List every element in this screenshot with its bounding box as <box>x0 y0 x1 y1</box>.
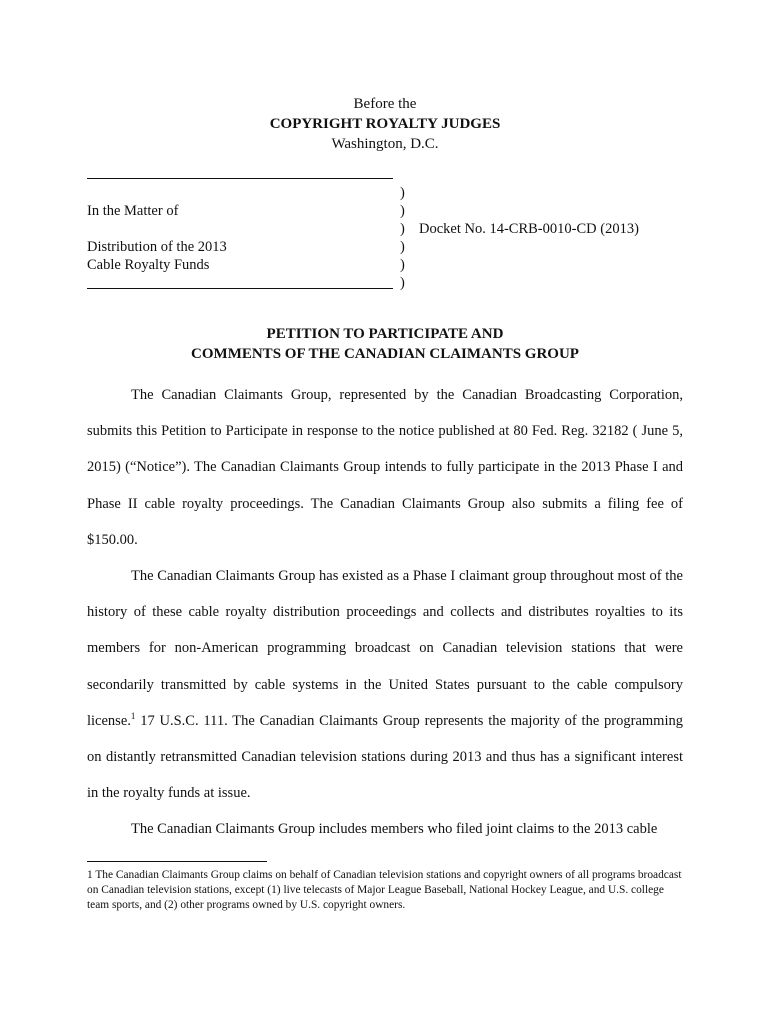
footnote-text: 1 The Canadian Claimants Group claims on behalf of Canadian television stations and copyright owners of all programs broadcast on Canadian television stations, except (1) live telecasts of Major League Baseball, National Hockey League, and U.S. college team sports, and (2) other programs owned by U.S. copyright owners. <box>87 869 682 911</box>
caption-distribution <box>87 238 227 274</box>
docket-number: Docket No. 14-CRB-0010-CD (2013) <box>419 221 639 237</box>
header-court-name: COPYRIGHT ROYALTY JUDGES <box>269 116 501 132</box>
document-title <box>0 324 770 364</box>
caption-paren: ) <box>400 203 405 219</box>
footnote-rule <box>87 861 267 862</box>
caption-paren: ) <box>400 221 405 237</box>
body-paragraph-2-part1: The Canadian Claimants Group has existed as a Phase I claimant group throughout most of the history of these cable royalty distribution proceedings and collects and distributes royalties to its members for non-American programming broadcast on Canadian television stations that were secondarily transmitted by cable systems in the United States pursuant to the cable compulsory license. <box>87 568 683 729</box>
body-paragraph-2 <box>87 558 683 811</box>
caption-distribution-line2: Cable Royalty Funds <box>87 257 210 273</box>
header-location: Washington, D.C. <box>331 136 439 152</box>
body-paragraph-1: The Canadian Claimants Group, represented by the Canadian Broadcasting Corporation, submits this Petition to Participate in response to the notice published at 80 Fed. Reg. 32182 ( June 5, 2015) (“Notice”). The Canadian Claimants Group intends to fully participate in the 2013 Phase I and Phase II cable royalty proceedings. The Canadian Claimants Group also submits a filing fee of $150.00. <box>87 387 683 548</box>
body-paragraph-2-part2: 17 U.S.C. 111. The Canadian Claimants Group represents the majority of the programming on distantly retransmitted Canadian television stations during 2013 and thus has a significant interest in the royalty funds at issue. <box>87 712 683 802</box>
caption-distribution-line1: Distribution of the 2013 <box>87 239 227 255</box>
caption-bottom-rule <box>87 288 393 289</box>
title-line2: COMMENTS OF THE CANADIAN CLAIMANTS GROUP <box>191 346 579 362</box>
caption-paren-column <box>400 184 405 292</box>
document-body <box>87 377 683 848</box>
caption-paren: ) <box>400 239 405 255</box>
court-header <box>0 94 770 154</box>
caption-paren: ) <box>400 257 405 273</box>
caption-top-rule <box>87 178 393 179</box>
caption-paren: ) <box>400 185 405 201</box>
caption-paren: ) <box>400 275 405 291</box>
footnote-reference: 1 <box>130 710 136 721</box>
title-line1: PETITION TO PARTICIPATE AND <box>266 326 504 342</box>
body-paragraph-3: The Canadian Claimants Group includes members who filed joint claims to the 2013 cable <box>131 821 658 838</box>
header-before: Before the <box>353 96 417 112</box>
caption-matter: In the Matter of <box>87 203 179 219</box>
